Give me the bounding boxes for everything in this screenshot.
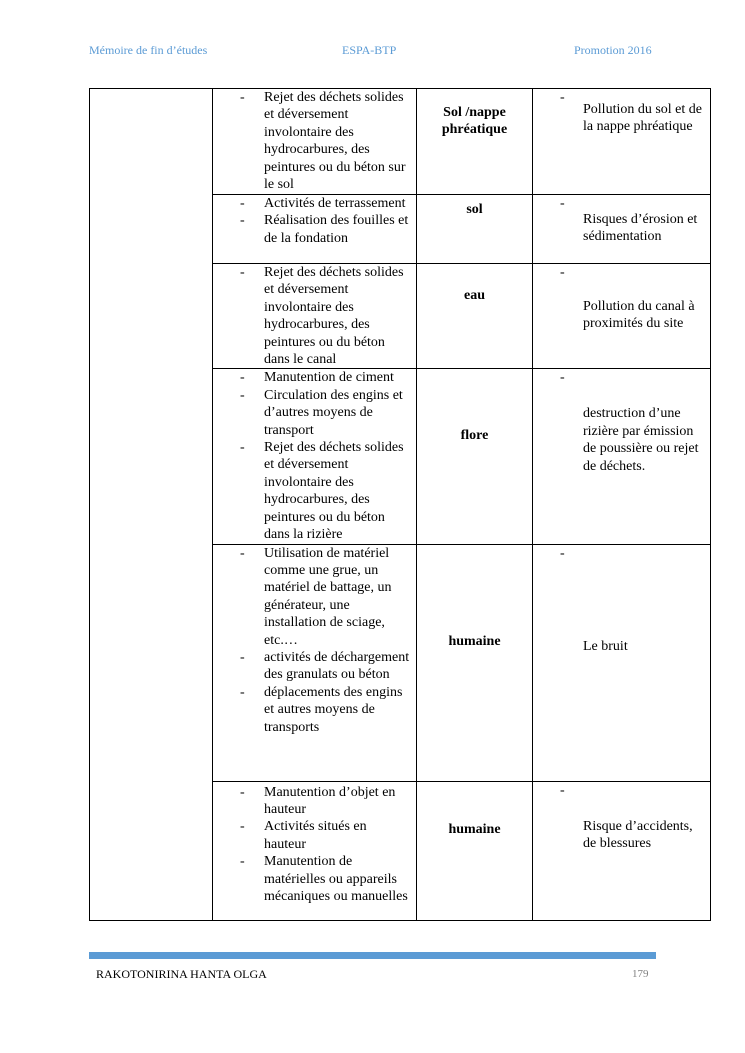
activities-cell [213,369,417,544]
impact-cell [533,369,711,544]
milieu-cell [417,781,533,920]
impact-label: - Risque d’accidents, de blessures [533,782,710,853]
impact-cell [533,781,711,920]
header-left: Mémoire de fin d’études [89,43,208,57]
activity-item: - Rejet des déchets solides et déversement involontaire des hydrocarbures, des peintures ou du béton dans le canal [213,264,412,368]
milieu-label: eau [464,288,485,303]
milieu-cell [417,195,533,264]
milieu-cell [417,544,533,781]
activity-item: - Rejet des déchets solides et déversement involontaire des hydrocarbures, des peintures ou du béton sur le sol [213,89,412,193]
milieu-label: Sol /nappe phréatique [441,105,508,138]
header-center: ESPA-BTP [342,43,397,57]
footer-author: RAKOTONIRINA HANTA OLGA [96,967,267,981]
impact-cell [533,89,711,195]
activities-cell [213,264,417,369]
activities-cell [213,544,417,781]
milieu-cell [417,89,533,195]
table-row [90,89,711,195]
activity-item: - Manutention de matérielles ou appareils mécaniques ou manuelles [213,853,412,905]
impact-label: - destruction d’une rizière par émission de poussière ou rejet de déchets. [533,369,710,475]
impact-label: - Pollution du sol et de la nappe phréatique [533,89,710,136]
impact-label: - Pollution du canal à proximités du site [533,264,710,333]
impacts-table [89,88,711,921]
impact-label: - Le bruit [533,545,710,655]
impact-label: - Risques d’érosion et sédimentation [533,195,710,246]
activity-item: - Utilisation de matériel comme une grue, un matériel de battage, un générateur, une installation de sciage, etc.… [213,545,412,649]
activity-item: - activités de déchargement des granulats ou béton [213,649,412,684]
impact-cell [533,195,711,264]
activity-item: - Circulation des engins et d’autres moyens de transport [213,387,412,439]
activity-item: - Activités situés en hauteur [213,818,412,853]
milieu-label: sol [466,202,483,217]
header-right: Promotion 2016 [574,43,652,57]
milieu-cell [417,264,533,369]
activities-cell [213,195,417,264]
impact-cell [533,544,711,781]
page-number: 179 [632,968,649,980]
milieu-cell [417,369,533,544]
activity-item: - Réalisation des fouilles et de la fondation [213,212,412,247]
activity-item: - Rejet des déchets solides et déversement involontaire des hydrocarbures, des peintures ou du béton dans la rizière [213,439,412,543]
impact-cell [533,264,711,369]
milieu-label: humaine [448,821,501,837]
footer-divider [89,952,656,959]
activity-item: - Manutention d’objet en hauteur [213,784,412,819]
activity-item: - déplacements des engins et autres moyens de transports [213,684,412,736]
activity-item: - Activités de terrassement [213,195,412,212]
milieu-label: humaine [448,633,501,649]
activities-cell [213,781,417,920]
activity-item: - Manutention de ciment [213,369,412,386]
activities-cell [213,89,417,195]
phase-cell [90,89,213,921]
milieu-label: flore [460,428,489,444]
